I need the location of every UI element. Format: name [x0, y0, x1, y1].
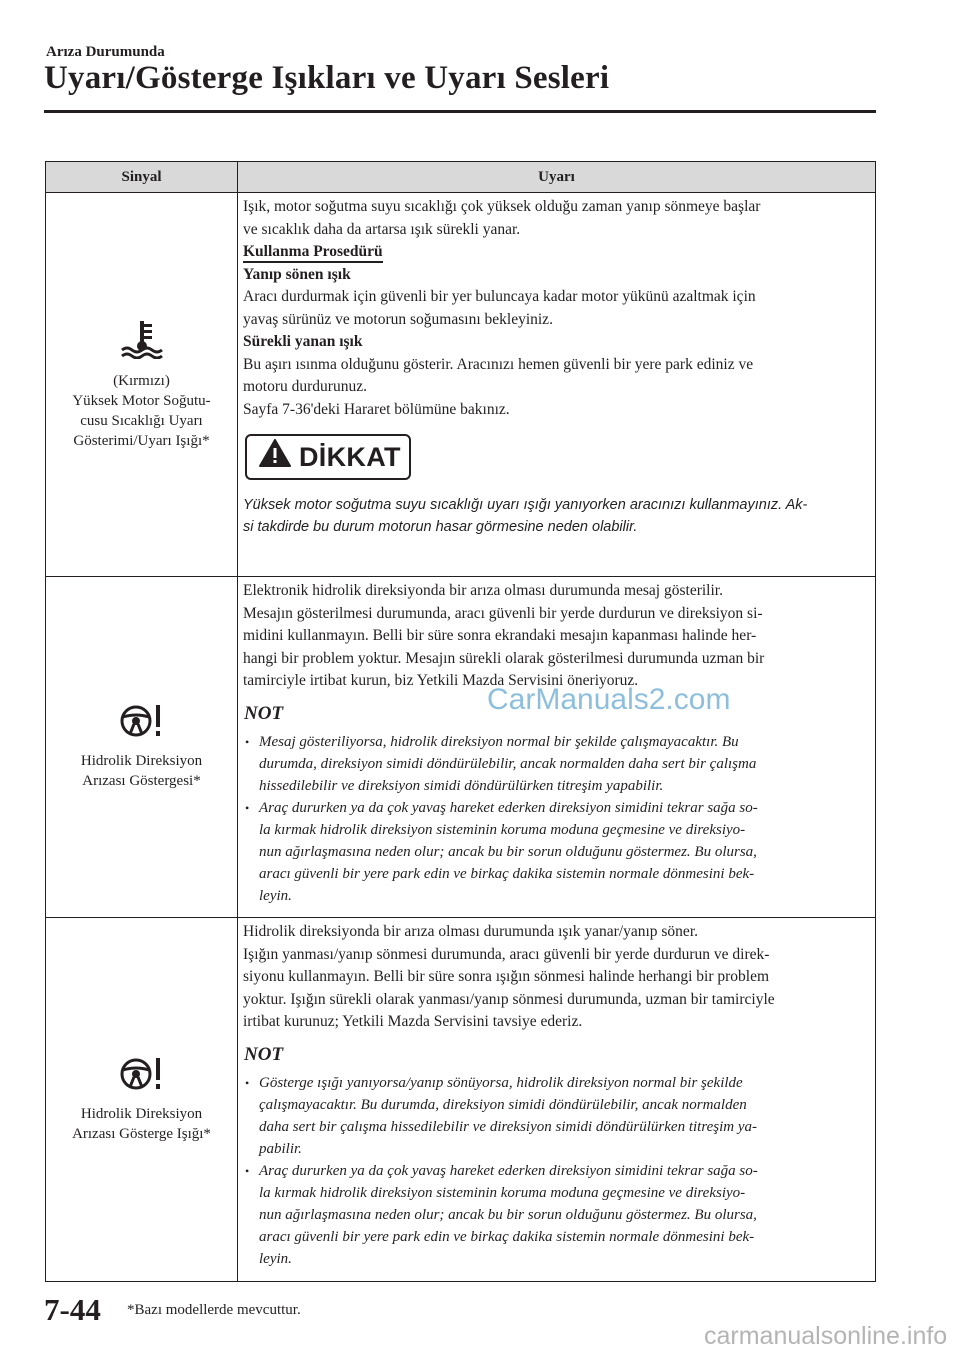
description-line: midini kullanmayın. Belli bir süre sonra ekrandaki mesajın kapanması halinde her-	[243, 627, 757, 644]
note-line: nun ağırlaşmasına neden olur; ancak bu bir sorun olduğunu göstermez. Bu olursa,	[259, 844, 757, 860]
note-heading: NOT	[244, 1043, 284, 1065]
note-line: nun ağırlaşmasına neden olur; ancak bu bir sorun olduğunu göstermez. Bu olursa,	[259, 1207, 757, 1223]
table-row	[46, 193, 876, 577]
signal-label: Hidrolik Direksiyon	[80, 1105, 203, 1122]
column-header-warning: Uyarı	[238, 162, 876, 193]
signal-label: Arızası Gösterge Işığı*	[72, 1125, 211, 1142]
warning-triangle-icon	[259, 439, 291, 475]
note-item	[243, 731, 869, 797]
note-line: • Mesaj gösteriliyorsa, hidrolik direksiyon normal bir şekilde çalışmayacaktır. Bu	[259, 734, 739, 750]
description-line: tamirciyle irtibat kurun, biz Yetkili Mazda Servisini öneriyoruz.	[243, 672, 639, 689]
power-steering-warning-icon	[52, 1056, 231, 1098]
note-list	[243, 1072, 869, 1270]
description-line: motoru durdurunuz.	[243, 378, 367, 395]
note-line: la kırmak hidrolik direksiyon sisteminin koruma moduna geçmesine ve direksiyo-	[259, 822, 746, 838]
description-line: yavaş sürünüz ve motorun soğumasını bekleyiniz.	[243, 310, 553, 328]
table-row	[46, 918, 876, 1282]
warning-cell	[238, 577, 876, 918]
signal-label: Yüksek Motor Soğutu-	[72, 392, 211, 409]
description-line: siyonu kullanmayın. Belli bir süre sonra ışığın sönmesi halinde herhangi bir problem	[243, 968, 770, 985]
signal-label: (Kırmızı)	[113, 372, 170, 389]
page-number: 7-44	[44, 1292, 101, 1327]
signal-label: Gösterimi/Uyarı Işığı*	[73, 432, 210, 449]
site-watermark: carmanualsonline.info	[704, 1322, 948, 1350]
coolant-temperature-icon	[52, 319, 231, 365]
note-line: çalışmayacaktır. Bu durumda, direksiyon simidi döndürülebilir, ancak normalden	[259, 1097, 747, 1113]
warning-cell	[238, 918, 876, 1282]
caution-label: DİKKAT	[299, 441, 401, 472]
table-header-row	[46, 162, 876, 193]
description-line: Bu aşırı ısınma olduğunu gösterir. Aracınızı hemen güvenli bir yere park ediniz ve	[243, 355, 754, 373]
description-line: ve sıcaklık daha da artarsa ışık sürekli yanar.	[243, 220, 521, 238]
watermark: CarManuals2.com	[487, 683, 731, 716]
footnote: *Bazı modellerde mevcuttur.	[127, 1302, 301, 1318]
note-heading: NOT	[244, 702, 284, 724]
note-item	[243, 1160, 869, 1270]
signal-label: Hidrolik Direksiyon	[80, 753, 203, 769]
steady-light-heading: Sürekli yanan ışık	[243, 333, 363, 350]
power-steering-warning-icon	[52, 703, 231, 745]
note-line: aracı güvenli bir yere park edin ve birkaç dakika sistemin normale dönmesini bek-	[259, 1229, 755, 1245]
caution-box	[245, 434, 411, 480]
note-line: pabilir.	[259, 1141, 302, 1157]
note-list	[243, 731, 869, 907]
note-line: leyin.	[259, 888, 292, 904]
description-line: Sayfa 7-36'deki Hararet bölümüne bakınız.	[243, 400, 510, 418]
blinking-light-heading: Yanıp sönen ışık	[243, 265, 351, 283]
table-row	[46, 577, 876, 918]
section-label: Arıza Durumunda	[46, 44, 165, 60]
warning-table	[45, 161, 876, 1282]
note-line: • Araç dururken ya da çok yavaş hareket ederken direksiyon simidini tekrar sağa so-	[259, 800, 758, 816]
note-line: • Gösterge ışığı yanıyorsa/yanıp sönüyorsa, hidrolik direksiyon normal bir şekilde	[259, 1075, 743, 1091]
note-item	[243, 1072, 869, 1160]
note-line: daha sert bir çalışma hissedilebilir ve direksiyon simidi döndürülürken titreşim ya-	[259, 1119, 758, 1135]
note-line: • Araç dururken ya da çok yavaş hareket ederken direksiyon simidini tekrar sağa so-	[259, 1163, 758, 1179]
caution-line: si takdirde bu durum motorun hasar görmesine neden olabilir.	[243, 519, 638, 535]
caution-line: Yüksek motor soğutma suyu sıcaklığı uyarı ışığı yanıyorken aracınızı kullanmayınız. Ak-	[243, 497, 808, 513]
description-line: irtibat kurunuz; Yetkili Mazda Servisini tavsiye ederiz.	[243, 1013, 583, 1030]
signal-label: Arızası Göstergesi*	[82, 773, 201, 789]
signal-cell	[46, 918, 238, 1282]
note-line: durumda, direksiyon simidi döndürülebilir, ancak normalden daha sert bir çalışma	[259, 756, 757, 772]
description-line: Mesajın gösterilmesi durumunda, aracı güvenli bir yerde durdurun ve direksiyon si-	[243, 604, 763, 622]
column-header-signal: Sinyal	[46, 162, 238, 193]
description-line: Hidrolik direksiyonda bir arıza olması durumunda ışık yanar/yanıp söner.	[243, 923, 698, 940]
description-line: Elektronik hidrolik direksiyonda bir arıza olması durumunda mesaj gösterilir.	[243, 582, 723, 599]
title-rule	[44, 110, 876, 113]
note-line: leyin.	[259, 1251, 292, 1267]
note-line: hissedilebilir ve direksiyon simidi döndürülürken titreşim yapabilir.	[259, 778, 664, 794]
note-item	[243, 797, 869, 907]
signal-cell	[46, 193, 238, 577]
description-line: Işık, motor soğutma suyu sıcaklığı çok yüksek olduğu zaman yanıp sönmeye başlar	[243, 198, 761, 215]
note-line: la kırmak hidrolik direksiyon sisteminin koruma moduna geçmesine ve direksiyo-	[259, 1185, 746, 1201]
signal-label: cusu Sıcaklığı Uyarı	[80, 412, 203, 429]
description-line: yoktur. Işığın sürekli olarak yanması/yanıp sönmesi durumunda, uzman bir tamirciyle	[243, 990, 775, 1008]
page-title: Uyarı/Gösterge Işıkları ve Uyarı Sesleri	[44, 60, 610, 96]
procedure-heading: Kullanma Prosedürü	[243, 243, 383, 263]
note-line: aracı güvenli bir yere park edin ve birkaç dakika sistemin normale dönmesini bek-	[259, 866, 755, 882]
signal-cell	[46, 577, 238, 918]
description-line: hangi bir problem yoktur. Mesajın sürekli olarak gösterilmesi durumunda uzman bir	[243, 649, 765, 667]
description-line: Işığın yanması/yanıp sönmesi durumunda, aracı güvenli bir yerde durdurun ve direk-	[243, 945, 770, 963]
description-line: Aracı durdurmak için güvenli bir yer buluncaya kadar motor yükünü azaltmak için	[243, 288, 756, 305]
warning-cell	[238, 193, 876, 577]
